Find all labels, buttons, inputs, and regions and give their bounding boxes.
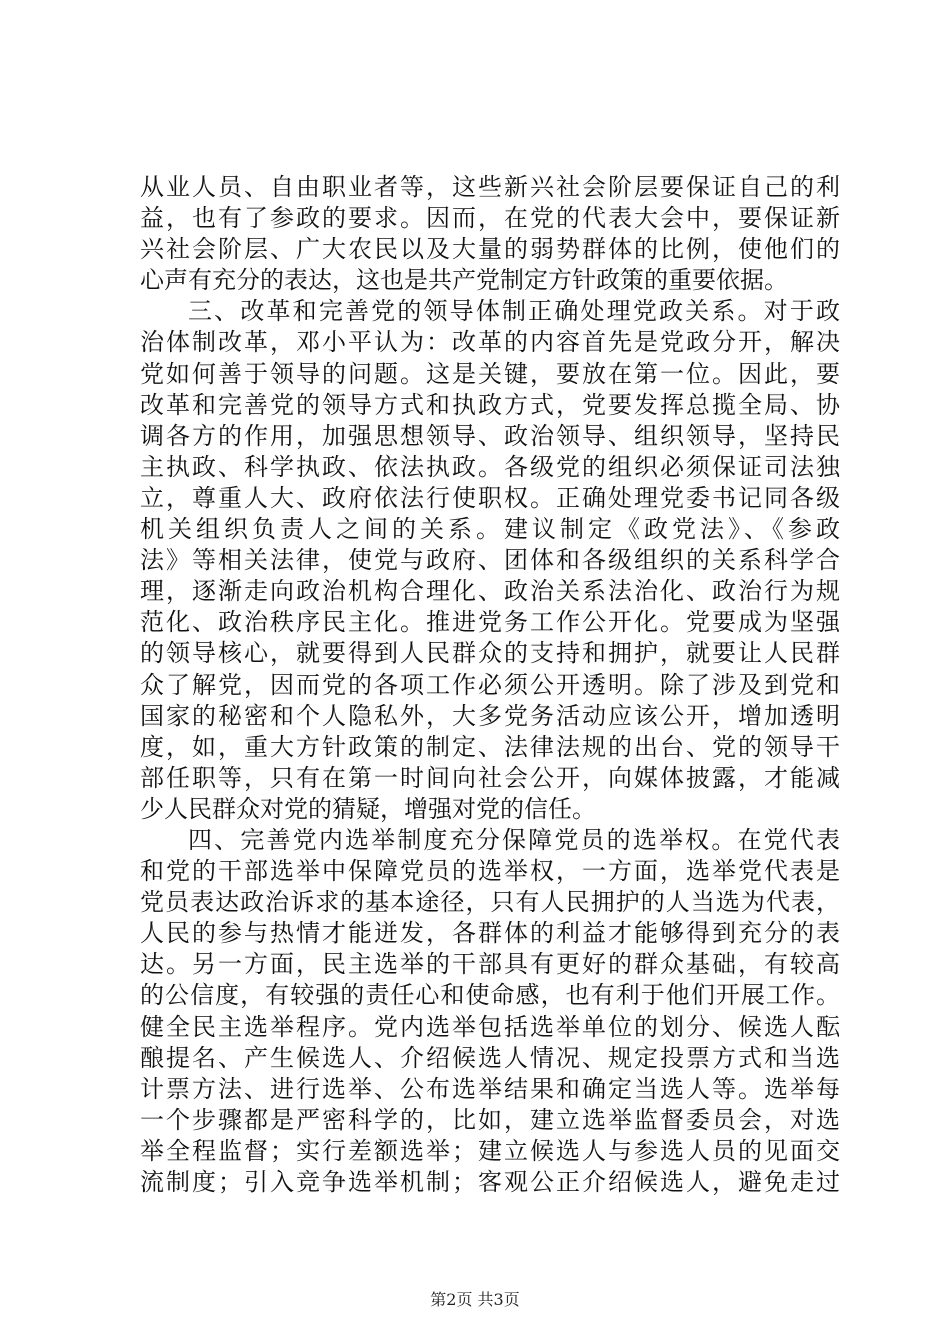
text-line: 主执政、科学执政、依法执政。各级党的组织必须保证司法独 bbox=[140, 452, 840, 481]
text-line: 众了解党，因而党的各项工作必须公开透明。除了涉及到党和 bbox=[140, 670, 840, 699]
text-line: 的公信度，有较强的责任心和使命感，也有利于他们开展工作。 bbox=[140, 981, 840, 1010]
text-line: 兴社会阶层、广大农民以及大量的弱势群体的比例，使他们的 bbox=[140, 235, 840, 264]
text-line: 理，逐渐走向政治机构合理化、政治关系法治化、政治行为规 bbox=[140, 577, 840, 606]
text-line: 流制度；引入竞争选举机制；客观公正介绍候选人，避免走过 bbox=[140, 1168, 840, 1196]
page-number-label: 第2页 共3页 bbox=[430, 1290, 520, 1309]
text-line: 和党的干部选举中保障党员的选举权，一方面，选举党代表是 bbox=[140, 857, 840, 886]
text-line: 调各方的作用，加强思想领导、政治领导、组织领导，坚持民 bbox=[140, 421, 840, 450]
text-line: 改革和完善党的领导方式和执政方式，党要发挥总揽全局、协 bbox=[140, 390, 840, 419]
text-line: 人民的参与热情才能迸发，各群体的利益才能够得到充分的表 bbox=[140, 919, 840, 948]
text-line: 达。另一方面，民主选举的干部具有更好的群众基础，有较高 bbox=[140, 950, 840, 979]
text-line: 计票方法、进行选举、公布选举结果和确定当选人等。选举每 bbox=[140, 1074, 840, 1103]
text-line: 心声有充分的表达，这也是共产党制定方针政策的重要依据。 bbox=[140, 266, 788, 295]
text-line: 健全民主选举程序。党内选举包括选举单位的划分、候选人酝 bbox=[140, 1012, 840, 1041]
text-line: 党员表达政治诉求的基本途径，只有人民拥护的人当选为代表， bbox=[140, 888, 840, 917]
text-line: 立，尊重人大、政府依法行使职权。正确处理党委书记同各级 bbox=[140, 483, 840, 512]
text-line: 从业人员、自由职业者等，这些新兴社会阶层要保证自己的利 bbox=[140, 173, 840, 201]
text-line: 机关组织负责人之间的关系。建议制定《政党法》、《参政 bbox=[140, 515, 840, 544]
text-line: 三、改革和完善党的领导体制正确处理党政关系。对于政 bbox=[188, 297, 840, 326]
text-line: 少人民群众对党的猜疑，增强对党的信任。 bbox=[140, 794, 596, 823]
text-line: 益，也有了参政的要求。因而，在党的代表大会中，要保证新 bbox=[140, 204, 840, 233]
text-line: 的领导核心，就要得到人民群众的支持和拥护，就要让人民群 bbox=[140, 639, 840, 668]
text-line: 一个步骤都是严密科学的，比如，建立选举监督委员会，对选 bbox=[140, 1105, 840, 1134]
text-line: 范化、政治秩序民主化。推进党务工作公开化。党要成为坚强 bbox=[140, 608, 840, 637]
text-line: 部任职等，只有在第一时间向社会公开，向媒体披露，才能减 bbox=[140, 763, 840, 792]
text-line: 国家的秘密和个人隐私外，大多党务活动应该公开，增加透明 bbox=[140, 701, 840, 730]
document-body bbox=[140, 172, 840, 1198]
text-line: 党如何善于领导的问题。这是关键，要放在第一位。因此，要 bbox=[140, 359, 840, 388]
text-line: 酿提名、产生候选人、介绍候选人情况、规定投票方式和当选 bbox=[140, 1043, 840, 1072]
text-line: 度，如，重大方针政策的制定、法律法规的出台、党的领导干 bbox=[140, 732, 840, 761]
text-line: 法》等相关法律，使党与政府、团体和各级组织的关系科学合 bbox=[140, 546, 840, 575]
text-line: 四、完善党内选举制度充分保障党员的选举权。在党代表 bbox=[188, 825, 840, 854]
page-footer bbox=[0, 1290, 950, 1310]
text-line: 治体制改革，邓小平认为：改革的内容首先是党政分开，解决 bbox=[140, 328, 840, 357]
text-line: 举全程监督；实行差额选举；建立候选人与参选人员的见面交 bbox=[140, 1136, 840, 1165]
